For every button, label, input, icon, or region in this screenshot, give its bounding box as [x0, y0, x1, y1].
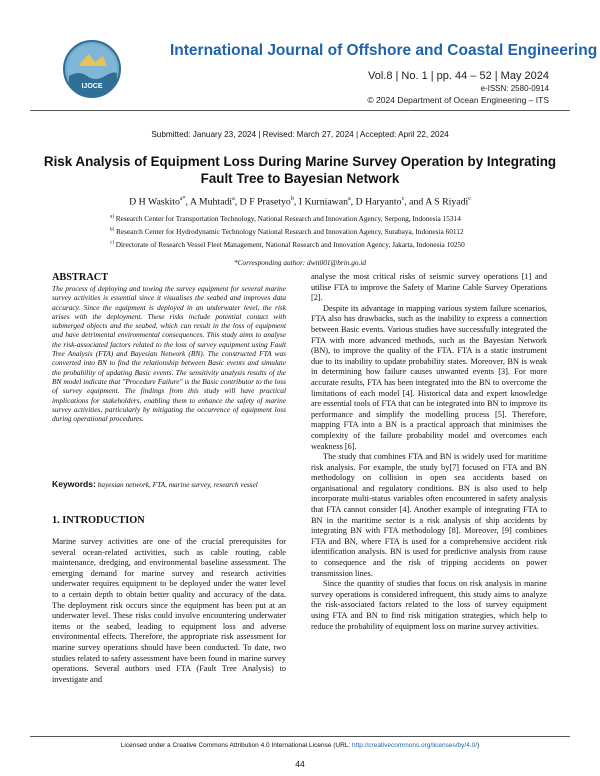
- section-heading-introduction: 1. INTRODUCTION: [52, 515, 145, 526]
- license-close: ): [477, 742, 480, 749]
- paper-title: Risk Analysis of Equipment Loss During Marine Survey Operation by Integrating Fault Tree to Bayesian Network: [43, 154, 557, 186]
- paragraph: Despite its advantage in mapping various system failure scenarios, FTA also has drawbacks, such as the inability to express a connection between Basic events. Various studies have successfully integrated the FTA with more advanced methods, such as the Bayesian Network (BN), to improve the quality of the FTA. FTA is a static instrument due to its inability to update probability states. Moreover, BN is weak in determining how failure causes unwanted events [3]. For more accurate results, FTA has been integrated into the BN to overcome the limitations of each model [4]. Historical data and expert knowledge are essential tools of FTA that can be integrated into BN to improve its performance and simplify the modelling process [5]. Therefore, mapping FTA into a BN is a practical approach that minimises the complexity of the failure probability model and overcomes each weakness [6].: [311, 303, 547, 451]
- copyright: © 2024 Department of Ocean Engineering – ITS: [367, 95, 549, 105]
- affiliation: [110, 227, 464, 236]
- author-sep: ,: [234, 196, 240, 208]
- author-sep: ,: [185, 196, 190, 208]
- paragraph: Since the quantity of studies that focus on risk analysis in marine survey operations is considered infrequent, this study aims to analyze the risk-associated factors related to the loss of survey equipment using FTA and BN to find risk mitigation strategies, which help to reduce the probability of equipment loss on marine survey activities.: [311, 579, 547, 631]
- paragraph: Marine survey activities are one of the crucial prerequisites for several ocean-related activities, such as cable routing, cable maintenance, dredging, and environmental baseline assessment. The emerging demand for marine survey and research activities underwater requires equipment to be deployed under the water level to a certain depth to obtain better quality and accuracy of the data. The deployment risk occurs since the equipment has been put at an underwater level. These risks could involve encountering underwater items or the seabed, leading to equipment loss and adverse environmental effects. Therefore, the appropriate risk assessment for marine survey operations should have been conducted. To date, two studies related to safety assessment have been found in marine survey operations. Several authors used FTA (Fault Tree Analysis) to investigate and: [52, 537, 286, 684]
- footer-divider: [30, 736, 570, 737]
- affiliation-sup: c): [110, 240, 114, 246]
- abstract-text: The process of deploying and towing the survey equipment for several marine survey activities is essential since it visualises the seabed and improves data accuracy. Since the equipment is deployed in an underwater level, the risk arises with the deployment. These risks include potential contact with submerged objects and the seabed, which can result in the loss of equipment and have detrimental environmental consequences. This study aims to analyse the risk-associated factors related to the loss of survey equipment using Fault Tree Analysis (FTA) and Bayesian Network (BN). The constructed FTA was converted into BN to find the relationship between Basic events and simulate the probability of updating Basic events. The sensitivity analysis results of the BN model indicate that "Procedure Failure" is the Basic contributor to the loss of survey equipment. The findings from this study will have practical implications for stakeholders, enabling them to enhance the safety of marine survey activities, particularly by mitigating the occurrence of equipment loss during operational procedures.: [52, 284, 286, 424]
- author-sep: , and: [404, 196, 426, 208]
- affiliation-sup: a): [110, 214, 114, 220]
- author-sup: c: [468, 196, 471, 202]
- intro-left-column: [52, 537, 286, 685]
- author: D Haryanto: [355, 196, 402, 208]
- author-sup: a: [232, 196, 235, 202]
- affiliation-sup: b): [110, 227, 115, 233]
- affiliation: [110, 240, 465, 249]
- page-number: 44: [295, 759, 305, 769]
- affiliation-text: Directorate of Research Vessel Fleet Management, National Research and Innovation Agency, Jakarta, Indonesia 10250: [115, 240, 465, 249]
- author-list: [40, 196, 560, 207]
- author: A Muhtadi: [189, 196, 233, 208]
- affiliation-text: Research Center for Hydrodynamic Technology National Research and Innovation Agency, Surabaya, Indonesia 60112: [116, 227, 464, 236]
- license-link[interactable]: http://creativecommons.org/licenses/by/4.0/: [352, 742, 478, 749]
- paragraph: analyse the most critical risks of seismic survey operations [1] and utilise FTA to improve the Safety of Marine Cable Survey Operations [2].: [311, 272, 547, 303]
- author-sup: a*: [179, 196, 186, 202]
- keywords-label: Keywords:: [52, 479, 96, 489]
- author: D H Waskito: [129, 196, 180, 208]
- author: A S Riyadi: [425, 196, 469, 208]
- journal-logo: [63, 40, 121, 98]
- abstract-heading: ABSTRACT: [52, 272, 109, 283]
- keywords-text: bayesian network, FTA, marine survey, research vessel: [97, 480, 258, 489]
- paragraph: The study that combines FTA and BN is widely used for maritime risk analysis. For example, the study by[7] focused on FTA and BN methodology on collision in open sea accidents based on organisational and regulatory conditions. BN is also used to help incorporate multi-status variables often encountered in safety analysis that FTA cannot consider [4]. Another example of integrating FTA to BN in the maritime sector is a risk analysis of ship accidents by integrating BN with FTA methodology [8]. Moreover, [9] combines FTA and BN, where FTA is used for a comprehensive accident risk identification analysis. BN is used for predictive analysis from cause to consequence and the risk of tripping accidents on power transmission lines.: [311, 452, 547, 578]
- submission-dates: Submitted: January 23, 2024 | Revised: March 27, 2024 | Accepted: April 22, 2024: [151, 130, 449, 139]
- author-sup: b: [290, 196, 294, 202]
- license-text: Licensed under a Creative Commons Attribution 4.0 International License (URL:: [120, 742, 353, 749]
- author-sep: ,: [350, 196, 356, 208]
- author-sup: a: [348, 196, 351, 202]
- author: I Kurniawan: [298, 196, 348, 208]
- affiliation-text: Research Center for Transportation Technology, National Research and Innovation Agency, Serpong, Indonesia 15314: [115, 214, 461, 223]
- keywords: [52, 479, 286, 490]
- license-footer: [0, 742, 600, 749]
- corresponding-email: *Corresponding author: dwit001@brin.go.id: [233, 258, 367, 267]
- author: D F Prasetyo: [239, 196, 291, 208]
- logo-text: IJOCE: [81, 83, 103, 90]
- issn: e-ISSN: 2580-0914: [480, 84, 549, 93]
- intro-right-column: [311, 272, 547, 632]
- author-sep: ,: [293, 196, 299, 208]
- journal-title: International Journal of Offshore and Coastal Engineering: [170, 42, 598, 59]
- volume-line: Vol.8 | No. 1 | pp. 44 – 52 | May 2024: [367, 70, 549, 82]
- logo-graphic: [65, 42, 119, 96]
- affiliation: [110, 214, 461, 223]
- author-sup: c: [401, 196, 405, 202]
- header-divider: [30, 110, 570, 111]
